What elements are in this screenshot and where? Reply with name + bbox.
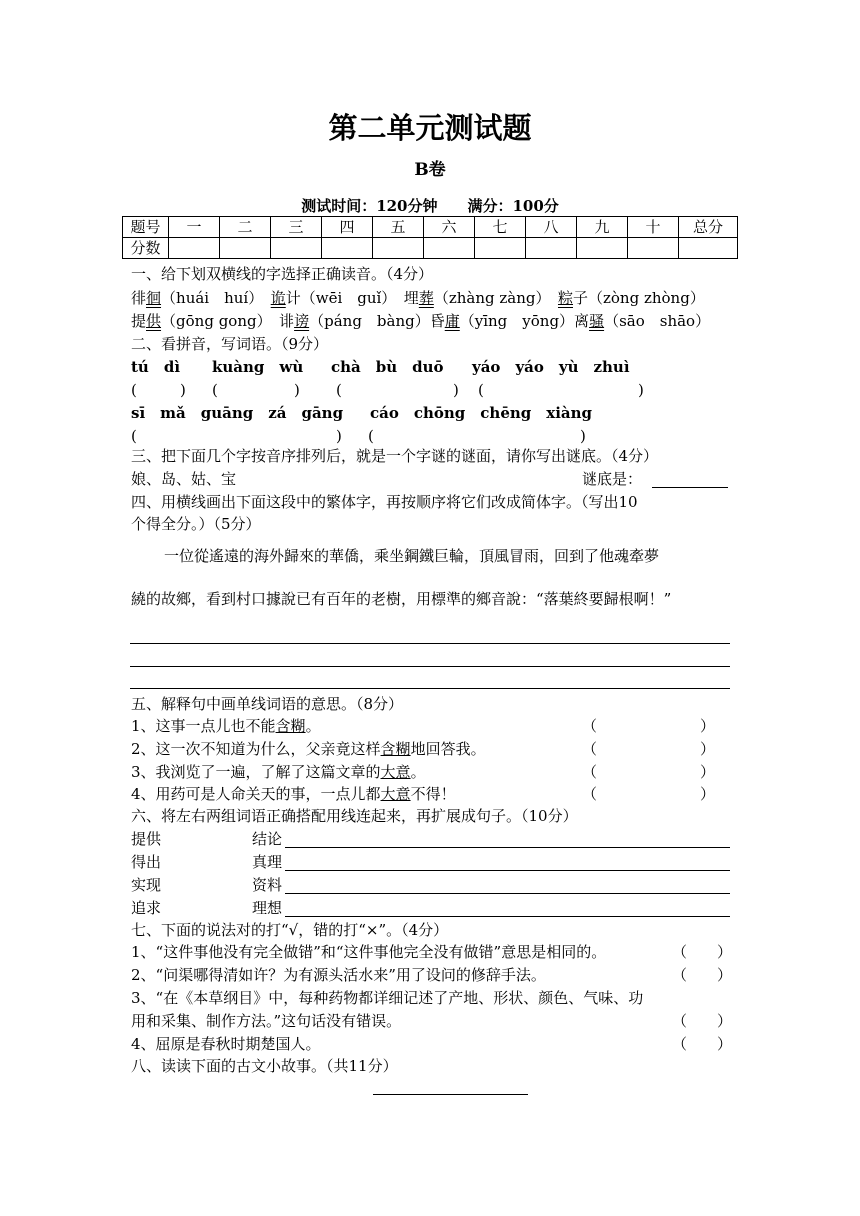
riddle-chars: 娘、岛、姑、宝 — [131, 470, 237, 488]
section-1-heading: 一、给下划双横线的字选择正确读音。（4分） — [131, 265, 434, 283]
section-1-line-1 — [131, 288, 736, 308]
table-cell: 六 — [424, 217, 475, 238]
riddle-answer-line[interactable] — [652, 487, 728, 488]
pinyin-item: cáo chōng chēng xiàng — [370, 404, 593, 422]
answer-line[interactable] — [130, 643, 730, 644]
riddle-answer-label: 谜底是： — [582, 470, 643, 488]
page-title: 第二单元测试题 — [328, 111, 532, 145]
pinyin-item: chà bù duō — [331, 358, 444, 376]
left-word: 实现 — [131, 876, 162, 894]
passage-line: 繞的故鄉，看到村口據說已有百年的老樹，用標準的鄉音說：“落葉終要歸根啊！” — [131, 590, 672, 608]
right-word: 理想 — [252, 899, 283, 917]
answer-close-paren: ) — [294, 381, 300, 399]
score-entry-cell[interactable] — [220, 238, 271, 259]
right-word: 真理 — [252, 853, 283, 871]
table-cell: 题号 — [123, 217, 169, 238]
underlined-word: 含糊 — [380, 740, 411, 758]
pinyin-item: kuàng wù — [212, 358, 304, 376]
answer-open-paren: （ — [582, 763, 598, 781]
score-entry-cell[interactable] — [424, 238, 475, 259]
right-word: 资料 — [252, 876, 283, 894]
right-word: 结论 — [252, 830, 283, 848]
sentence-line[interactable] — [285, 847, 730, 848]
text-run: （gōng gong） 诽 — [161, 312, 295, 330]
judgement-item: 4、屈原是春秋时期楚国人。 — [131, 1035, 321, 1053]
text-run: （sāo shāo） — [604, 312, 711, 330]
marked-char: 庸 — [444, 312, 460, 330]
question-item — [131, 784, 456, 804]
score-entry-cell[interactable] — [322, 238, 373, 259]
score-table-header-row — [123, 217, 738, 238]
score-entry-cell[interactable] — [475, 238, 526, 259]
answer-line[interactable] — [130, 688, 730, 689]
section-7-heading: 七、下面的说法对的打“√，错的打“×”。（4分） — [131, 921, 449, 939]
answer-open-paren: （ — [582, 740, 598, 758]
answer-open-paren: ( — [212, 381, 218, 399]
table-cell: 总分 — [679, 217, 738, 238]
answer-open-paren: ( — [336, 381, 342, 399]
marked-char: 葬 — [418, 289, 434, 307]
underlined-word: 大意 — [380, 785, 411, 803]
section-6-heading: 六、将左右两组词语正确搭配用线连起来，再扩展成句子。（10分） — [131, 807, 578, 825]
passage-line: 一位從遙遠的海外歸來的華僑，乘坐鋼鐵巨輪，頂風冒雨，回到了他魂牽夢 — [164, 547, 660, 565]
left-word: 追求 — [131, 899, 162, 917]
text-run: （yīng yōng）离 — [459, 312, 590, 330]
judgement-item: 1、“这件事他没有完全做错”和“这件事他完全没有做错”意思是相同的。 — [131, 943, 607, 961]
section-4-heading: 四、用横线画出下面这段中的繁体字，再按顺序将它们改成简体字。（写出10 — [131, 493, 638, 511]
underlined-word: 大意 — [380, 763, 411, 781]
section-4-heading-cont: 个得全分。）（5分） — [131, 515, 261, 533]
score-entry-cell[interactable] — [628, 238, 679, 259]
judgement-paren[interactable]: （ ） — [672, 1035, 733, 1053]
text-run: 1、这事一点儿也不能 — [131, 717, 276, 735]
paper-version: B卷 — [414, 160, 446, 180]
marked-char: 供 — [146, 312, 162, 330]
pinyin-item: sī mǎ guāng zá gāng — [131, 404, 344, 422]
section-3-heading: 三、把下面几个字按音序排列后，就是一个字谜的谜面，请你写出谜底。（4分） — [131, 447, 659, 465]
answer-close-paren: ） — [700, 740, 716, 758]
score-entry-cell[interactable] — [577, 238, 628, 259]
answer-open-paren: ( — [478, 381, 484, 399]
score-entry-cell[interactable] — [271, 238, 322, 259]
answer-close-paren: ) — [453, 381, 459, 399]
question-item — [131, 739, 486, 759]
score-entry-cell[interactable] — [526, 238, 577, 259]
text-run: 提 — [131, 312, 147, 330]
underlined-word: 含糊 — [275, 717, 306, 735]
score-table — [122, 216, 738, 259]
table-cell: 四 — [322, 217, 373, 238]
table-cell: 十 — [628, 217, 679, 238]
section-1-line-2 — [131, 311, 710, 331]
sentence-line[interactable] — [285, 916, 730, 917]
answer-open-paren: （ — [582, 785, 598, 803]
pinyin-item: yáo yáo yù zhuì — [472, 358, 630, 376]
answer-open-paren: （ — [582, 717, 598, 735]
answer-close-paren: ) — [638, 381, 644, 399]
score-table-score-row — [123, 238, 738, 259]
answer-close-paren: ） — [700, 785, 716, 803]
table-cell: 七 — [475, 217, 526, 238]
text-run: 3、我浏览了一遍，了解了这篇文章的 — [131, 763, 381, 781]
text-run: 计（wēi guǐ） 埋 — [285, 289, 419, 307]
judgement-paren[interactable]: （ ） — [672, 943, 733, 961]
table-cell: 一 — [169, 217, 220, 238]
marked-char: 骚 — [589, 312, 605, 330]
score-entry-cell[interactable] — [169, 238, 220, 259]
table-cell: 八 — [526, 217, 577, 238]
section-2-heading: 二、看拼音，写词语。（9分） — [131, 335, 329, 353]
text-run: （huái huí） — [161, 289, 271, 307]
judgement-item: 3、“在《本草纲目》中，每种药物都详细记述了产地、形状、颜色、气味、功 — [131, 989, 644, 1007]
pinyin-item: tú dì — [131, 358, 181, 376]
sentence-line[interactable] — [285, 893, 730, 894]
table-cell: 五 — [373, 217, 424, 238]
section-5-heading: 五、解释句中画单线词语的意思。（8分） — [131, 695, 404, 713]
judgement-item-cont: 用和采集、制作方法。”这句话没有错误。 — [131, 1012, 402, 1030]
sentence-line[interactable] — [285, 870, 730, 871]
text-run: 2、这一次不知道为什么，父亲竟这样 — [131, 740, 381, 758]
answer-open-paren: ( — [131, 427, 137, 445]
answer-close-paren: ) — [336, 427, 342, 445]
left-word: 提供 — [131, 830, 162, 848]
text-run: 徘 — [131, 289, 147, 307]
text-run: 子（zòng zhòng） — [573, 289, 705, 307]
text-run: （páng bàng）昏 — [309, 312, 445, 330]
judgement-paren[interactable]: （ ） — [672, 1012, 733, 1030]
answer-close-paren: ) — [180, 381, 186, 399]
table-cell: 三 — [271, 217, 322, 238]
text-run: 不得！ — [410, 785, 456, 803]
left-word: 得出 — [131, 853, 162, 871]
test-meta: 测试时间：120分钟 满分：100分 — [301, 197, 559, 215]
answer-line[interactable] — [130, 666, 730, 667]
question-item — [131, 716, 321, 736]
marked-char: 谤 — [294, 312, 310, 330]
answer-close-paren: ） — [700, 763, 716, 781]
score-entry-cell[interactable] — [679, 238, 738, 259]
answer-open-paren: ( — [131, 381, 137, 399]
answer-close-paren: ) — [580, 427, 586, 445]
judgement-item: 2、“问渠哪得清如许？为有源头活水来”用了设问的修辞手法。 — [131, 966, 546, 984]
text-run: （zhàng zàng） — [433, 289, 558, 307]
question-item — [131, 762, 426, 782]
footer-rule — [373, 1094, 528, 1095]
text-run: 。 — [305, 717, 321, 735]
marked-char: 诡 — [270, 289, 286, 307]
marked-char: 粽 — [557, 289, 573, 307]
score-entry-cell[interactable] — [373, 238, 424, 259]
marked-char: 徊 — [146, 289, 162, 307]
text-run: 。 — [410, 763, 426, 781]
section-8-heading: 八、读读下面的古文小故事。（共11分） — [131, 1057, 398, 1075]
answer-close-paren: ） — [700, 717, 716, 735]
text-run: 4、用药可是人命关天的事，一点儿都 — [131, 785, 381, 803]
table-cell: 分数 — [123, 238, 169, 259]
text-run: 地回答我。 — [410, 740, 486, 758]
table-cell: 九 — [577, 217, 628, 238]
answer-open-paren: ( — [368, 427, 374, 445]
table-cell: 二 — [220, 217, 271, 238]
judgement-paren[interactable]: （ ） — [672, 966, 733, 984]
